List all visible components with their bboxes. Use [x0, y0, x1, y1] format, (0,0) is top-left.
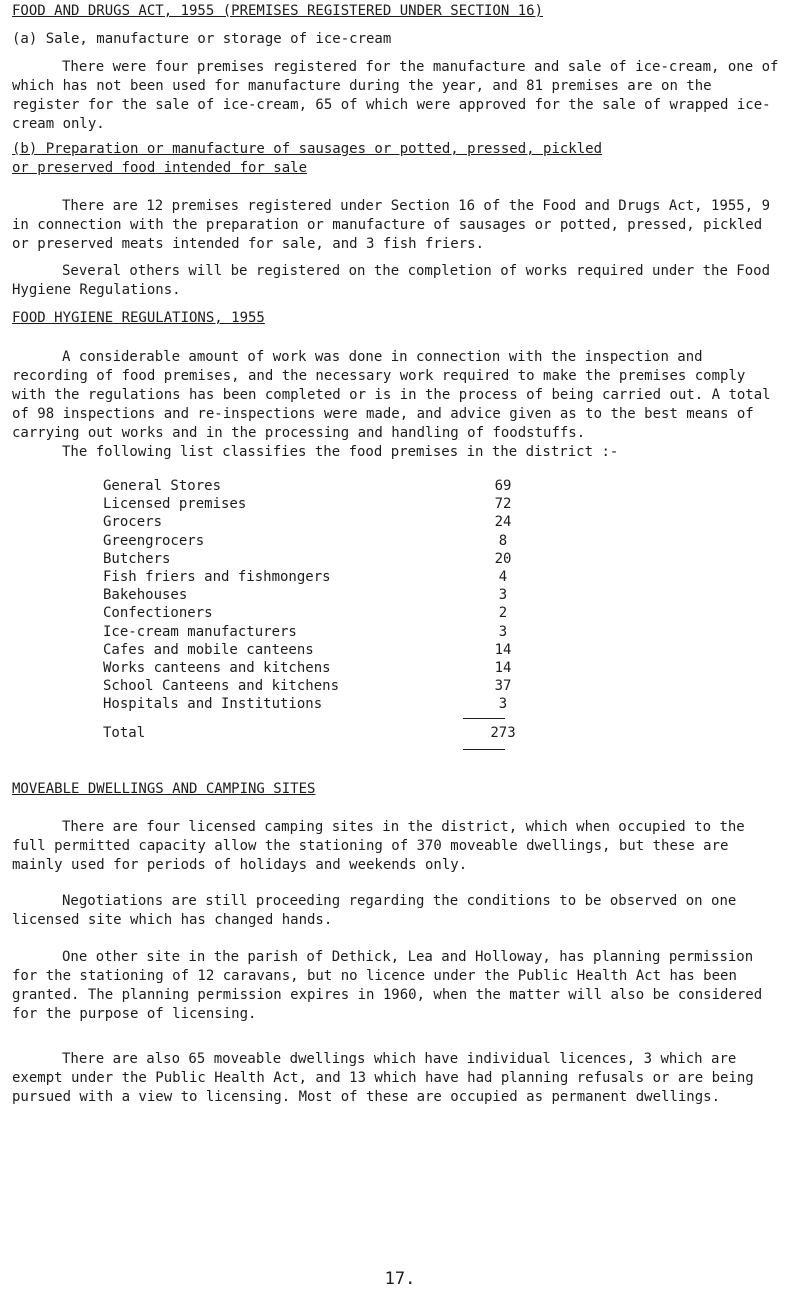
premises-label: Fish friers and fishmongers: [103, 568, 331, 585]
table-row: [103, 477, 523, 495]
table-row: [103, 513, 523, 531]
subheading-ice-cream: [12, 30, 391, 49]
table-row: [103, 495, 523, 513]
premises-label: General Stores: [103, 478, 222, 494]
table-row: [103, 604, 523, 622]
premises-count: 20: [494, 550, 512, 567]
premises-label: School Canteens and kitchens: [103, 678, 340, 695]
premises-count: 14: [494, 641, 512, 658]
premises-count: 3: [498, 587, 508, 604]
premises-label: Cafes and mobile canteens: [103, 641, 314, 658]
total-row: [103, 724, 523, 743]
paragraph-individual-licences: There are also 65 moveable dwellings which have individual licences, 3 which are exempt under the Public Health Act, and 13 which have had planning refusals or are being pursued with a view to licensing. Most of these are occupied as permanent dwellings.: [12, 1051, 754, 1105]
table-row: [103, 568, 523, 586]
table-row: [103, 695, 523, 713]
premises-table: [103, 477, 523, 713]
premises-count: 3: [498, 696, 508, 713]
total-value: 273: [490, 725, 516, 741]
premises-count: 14: [494, 659, 512, 676]
premises-count: 3: [498, 623, 508, 640]
premises-count: 8: [498, 532, 508, 549]
subheading-sausages-line2: or preserved food intended for sale: [12, 160, 308, 176]
paragraph-list-intro: The following list classifies the food premises in the district :-: [62, 444, 619, 460]
table-row: [103, 532, 523, 550]
table-row: [103, 641, 523, 659]
premises-count: 69: [494, 478, 512, 494]
paragraph-inspections: A considerable amount of work was done in connection with the inspection and recording of food premises, and the necessary work required to make the premises comply with the regulations has been completed or is in the process of being carried out. A total of 98 inspections and re-inspections were made, and advice given as to the best means of carrying out works and in the processing and handling of foodstuffs.: [12, 349, 771, 441]
paragraph-camping-sites: There are four licensed camping sites in the district, which when occupied to the full permitted capacity allow the stationing of 370 moveable dwellings, but these are mainly used for periods of holidays and weekends only.: [12, 819, 745, 873]
premises-label: Greengrocers: [103, 532, 205, 549]
premises-label: Bakehouses: [103, 587, 188, 604]
premises-count: 4: [498, 568, 508, 585]
total-rule-top: [463, 718, 505, 719]
premises-count: 72: [494, 496, 512, 513]
premises-label: Confectioners: [103, 605, 213, 622]
paragraph-dethick-site: One other site in the parish of Dethick, Lea and Holloway, has planning permission for the stationing of 12 caravans, but no licence under the Public Health Act has been granted. The planning permission expires in 1960, when the matter will also be considered for the purpose of licensing.: [12, 949, 763, 1022]
paragraph-ice-cream: There were four premises registered for the manufacture and sale of ice-cream, one of which has not been used for manufacture during the year, and 81 premises are on the register for the sale of ice-cream, 65 of which were approved for the sale of wrapped ice-cream only.: [12, 59, 779, 132]
table-row: [103, 659, 523, 677]
subheading-ice-cream-text: (a) Sale, manufacture or storage of ice-cream: [12, 31, 392, 47]
table-row: [103, 623, 523, 641]
premises-label: Grocers: [103, 514, 163, 531]
section-heading-moveable-dwellings: MOVEABLE DWELLINGS AND CAMPING SITES: [12, 781, 316, 797]
premises-label: Works canteens and kitchens: [103, 659, 331, 676]
section-heading-food-and-drugs: FOOD AND DRUGS ACT, 1955 (PREMISES REGISTERED UNDER SECTION 16): [12, 3, 544, 19]
premises-count: 37: [494, 678, 512, 695]
page-number: 17.: [384, 1269, 416, 1289]
table-row: [103, 677, 523, 695]
table-row: [103, 550, 523, 568]
paragraph-registered-premises: There are 12 premises registered under Section 16 of the Food and Drugs Act, 1955, 9 in connection with the preparation or manufacture of sausages or potted, pressed, pickled or preserved meats intended for sale, and 3 fish friers.: [12, 198, 771, 252]
paragraph-several-others: Several others will be registered on the completion of works required under the Food Hygiene Regulations.: [12, 263, 771, 298]
subheading-sausages-line1: (b) Preparation or manufacture of sausages or potted, pressed, pickled: [12, 141, 603, 157]
section-heading-food-hygiene: FOOD HYGIENE REGULATIONS, 1955: [12, 310, 265, 326]
premises-count: 24: [494, 514, 512, 531]
premises-count: 2: [498, 605, 508, 622]
table-row: [103, 586, 523, 604]
total-label: Total: [103, 725, 146, 741]
paragraph-negotiations: Negotiations are still proceeding regarding the conditions to be observed on one licensed site which has changed hands.: [12, 893, 737, 928]
premises-label: Ice-cream manufacturers: [103, 623, 297, 640]
premises-label: Butchers: [103, 550, 171, 567]
premises-label: Licensed premises: [103, 496, 247, 513]
premises-label: Hospitals and Institutions: [103, 696, 323, 713]
total-rule-bottom: [463, 749, 505, 750]
